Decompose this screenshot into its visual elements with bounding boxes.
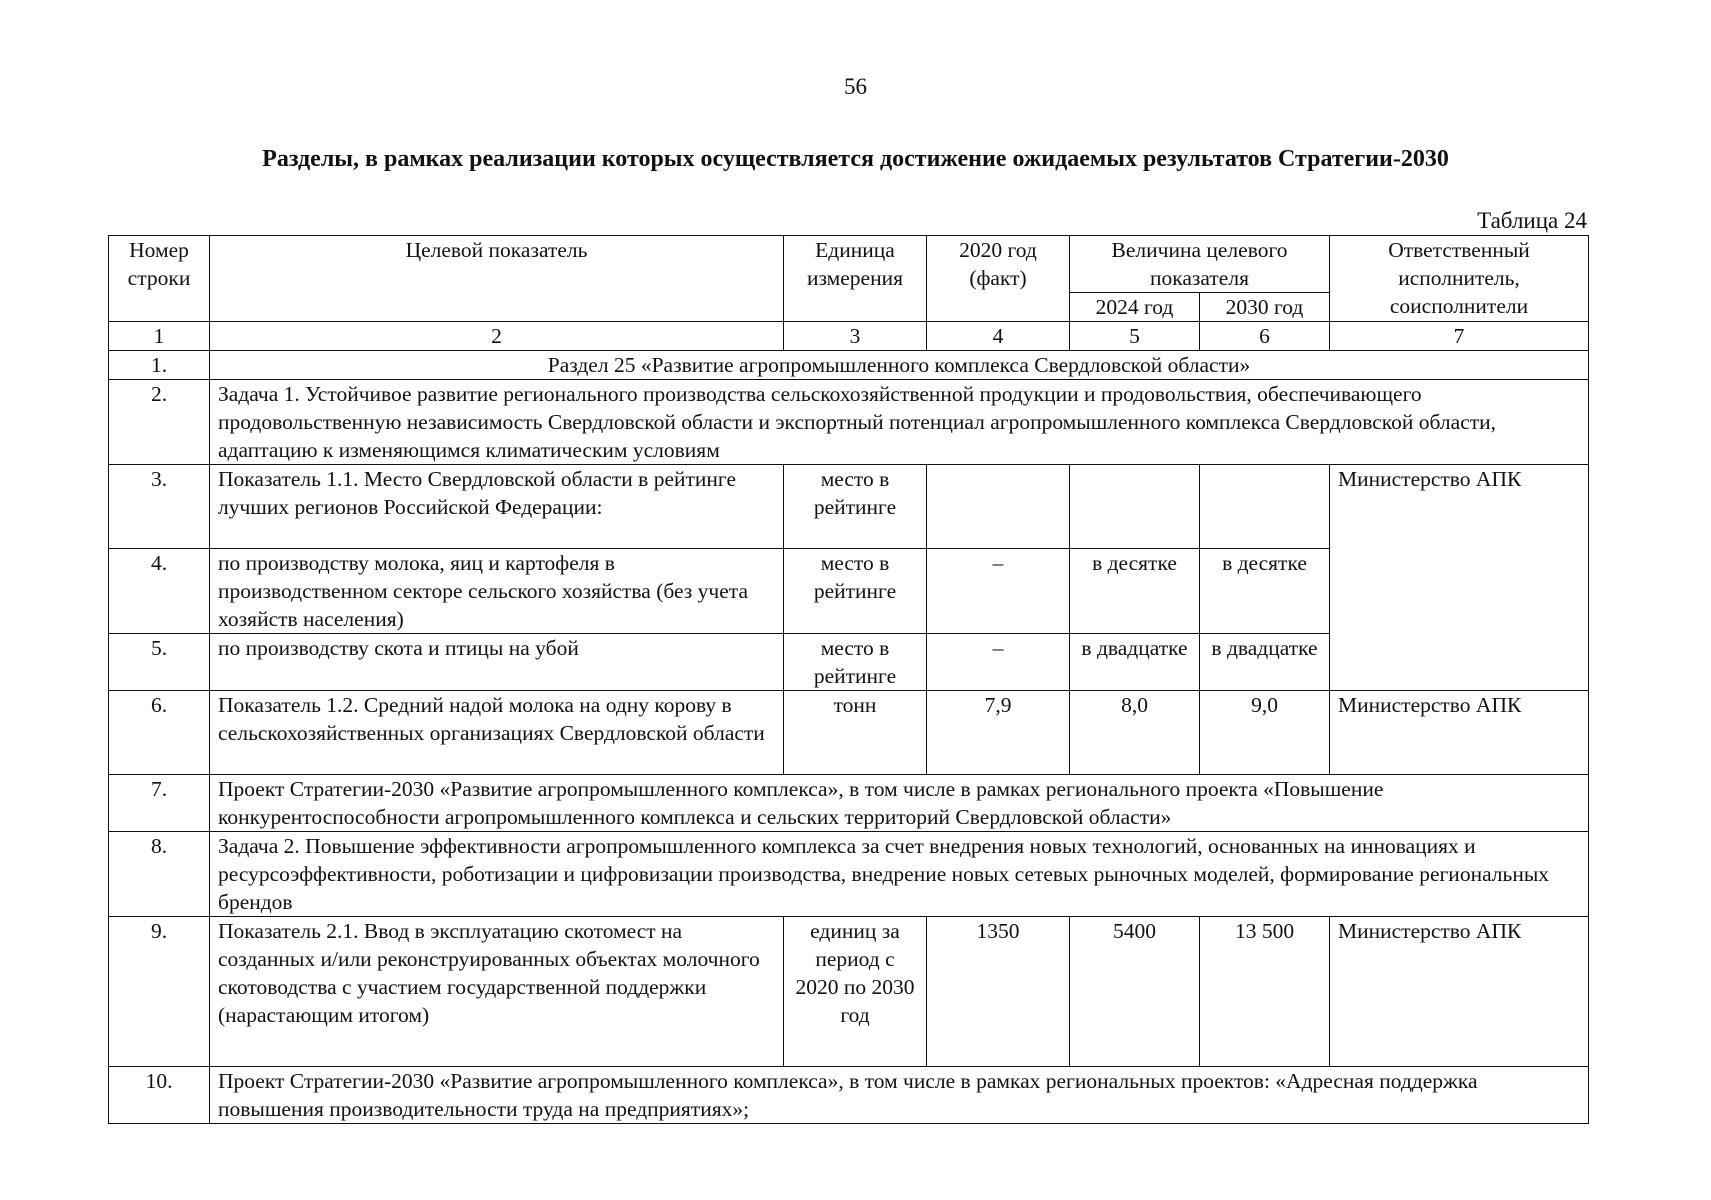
indicator-cell: по производству молока, яиц и картофеля в производственном секторе сельского хозяйства (без учета хозяйств населения) <box>210 549 784 634</box>
row-number: 5. <box>109 634 210 691</box>
value-2030-cell: в двадцатке <box>1200 634 1330 691</box>
col-number-2: 2 <box>210 322 784 351</box>
task-text: Задача 1. Устойчивое развитие регионального производства сельскохозяйственной продукции и продовольствия, обеспечивающего продовольственную независимость Свердловской области и экспортный потенциал агропромышленного комплекса Свердловской области, адаптацию к изменяющимся климатическим условиям <box>210 380 1589 465</box>
header-fact-2020: 2020 год (факт) <box>927 236 1070 322</box>
header-responsible: Ответственный исполнитель, соисполнители <box>1330 236 1589 322</box>
document-title: Разделы, в рамках реализации которых осуществляется достижение ожидаемых результатов Стратегии-2030 <box>262 146 1449 172</box>
indicator-cell: по производству скота и птицы на убой <box>210 634 784 691</box>
table-row <box>109 691 1589 775</box>
table-row <box>109 351 1589 380</box>
responsible-cell: Министерство АПК <box>1330 917 1589 1067</box>
row-number: 1. <box>109 351 210 380</box>
unit-cell: тонн <box>784 691 927 775</box>
indicators-table <box>108 235 1589 1124</box>
responsible-cell: Министерство АПК <box>1330 465 1589 691</box>
value-2030-cell: 9,0 <box>1200 691 1330 775</box>
project-text: Проект Стратегии-2030 «Развитие агропромышленного комплекса», в том числе в рамках регионального проекта «Повышение конкурентоспособности агропромышленного комплекса и сельских территорий Свердловской области» <box>210 775 1589 832</box>
value-2024-cell: в десятке <box>1070 549 1200 634</box>
value-2030-cell <box>1200 465 1330 549</box>
header-year-2024: 2024 год <box>1070 293 1200 322</box>
unit-cell: единиц за период с 2020 по 2030 год <box>784 917 927 1067</box>
header-row-number: Номер строки <box>109 236 210 322</box>
header-row-1 <box>109 236 1589 293</box>
value-2024-cell <box>1070 465 1200 549</box>
table-row <box>109 380 1589 465</box>
row-number: 4. <box>109 549 210 634</box>
header-target-value: Величина целевого показателя <box>1070 236 1330 293</box>
row-number: 10. <box>109 1067 210 1124</box>
project-text: Проект Стратегии-2030 «Развитие агропромышленного комплекса», в том числе в рамках региональных проектов: «Адресная поддержка повышения производительности труда на предприятиях»; <box>210 1067 1589 1124</box>
row-number: 8. <box>109 832 210 917</box>
header-year-2030: 2030 год <box>1200 293 1330 322</box>
table-label: Таблица 24 <box>1477 208 1587 233</box>
fact-2020-cell: 1350 <box>927 917 1070 1067</box>
value-2030-cell: в десятке <box>1200 549 1330 634</box>
row-number: 6. <box>109 691 210 775</box>
col-number-1: 1 <box>109 322 210 351</box>
col-number-5: 5 <box>1070 322 1200 351</box>
indicator-cell: Показатель 1.1. Место Свердловской области в рейтинге лучших регионов Российской Федерации: <box>210 465 784 549</box>
page-number: 56 <box>844 74 867 99</box>
table-row <box>109 917 1589 1067</box>
col-number-6: 6 <box>1200 322 1330 351</box>
unit-cell: место в рейтинге <box>784 465 927 549</box>
table-row <box>109 1067 1589 1124</box>
row-number: 2. <box>109 380 210 465</box>
header-unit: Единица измерения <box>784 236 927 322</box>
fact-2020-cell <box>927 465 1070 549</box>
indicator-cell: Показатель 2.1. Ввод в эксплуатацию скотомест на созданных и/или реконструированных объектах молочного скотоводства с участием государственной поддержки (нарастающим итогом) <box>210 917 784 1067</box>
table-row <box>109 465 1589 549</box>
fact-2020-cell: – <box>927 549 1070 634</box>
row-number: 3. <box>109 465 210 549</box>
fact-2020-cell: – <box>927 634 1070 691</box>
indicator-cell: Показатель 1.2. Средний надой молока на одну корову в сельскохозяйственных организациях Свердловской области <box>210 691 784 775</box>
unit-cell: место в рейтинге <box>784 549 927 634</box>
section-heading: Раздел 25 «Развитие агропромышленного комплекса Свердловской области» <box>210 351 1589 380</box>
value-2030-cell: 13 500 <box>1200 917 1330 1067</box>
row-number: 9. <box>109 917 210 1067</box>
fact-2020-cell: 7,9 <box>927 691 1070 775</box>
responsible-cell: Министерство АПК <box>1330 691 1589 775</box>
unit-cell: место в рейтинге <box>784 634 927 691</box>
task-text: Задача 2. Повышение эффективности агропромышленного комплекса за счет внедрения новых технологий, основанных на инновациях и ресурсоэффективности, роботизации и цифровизации производства, внедрение новых сетевых рыночных моделей, формирование региональных брендов <box>210 832 1589 917</box>
row-number: 7. <box>109 775 210 832</box>
col-number-4: 4 <box>927 322 1070 351</box>
col-number-3: 3 <box>784 322 927 351</box>
table-row <box>109 832 1589 917</box>
table-row <box>109 775 1589 832</box>
value-2024-cell: в двадцатке <box>1070 634 1200 691</box>
value-2024-cell: 8,0 <box>1070 691 1200 775</box>
value-2024-cell: 5400 <box>1070 917 1200 1067</box>
header-indicator: Целевой показатель <box>210 236 784 322</box>
column-number-row <box>109 322 1589 351</box>
col-number-7: 7 <box>1330 322 1589 351</box>
